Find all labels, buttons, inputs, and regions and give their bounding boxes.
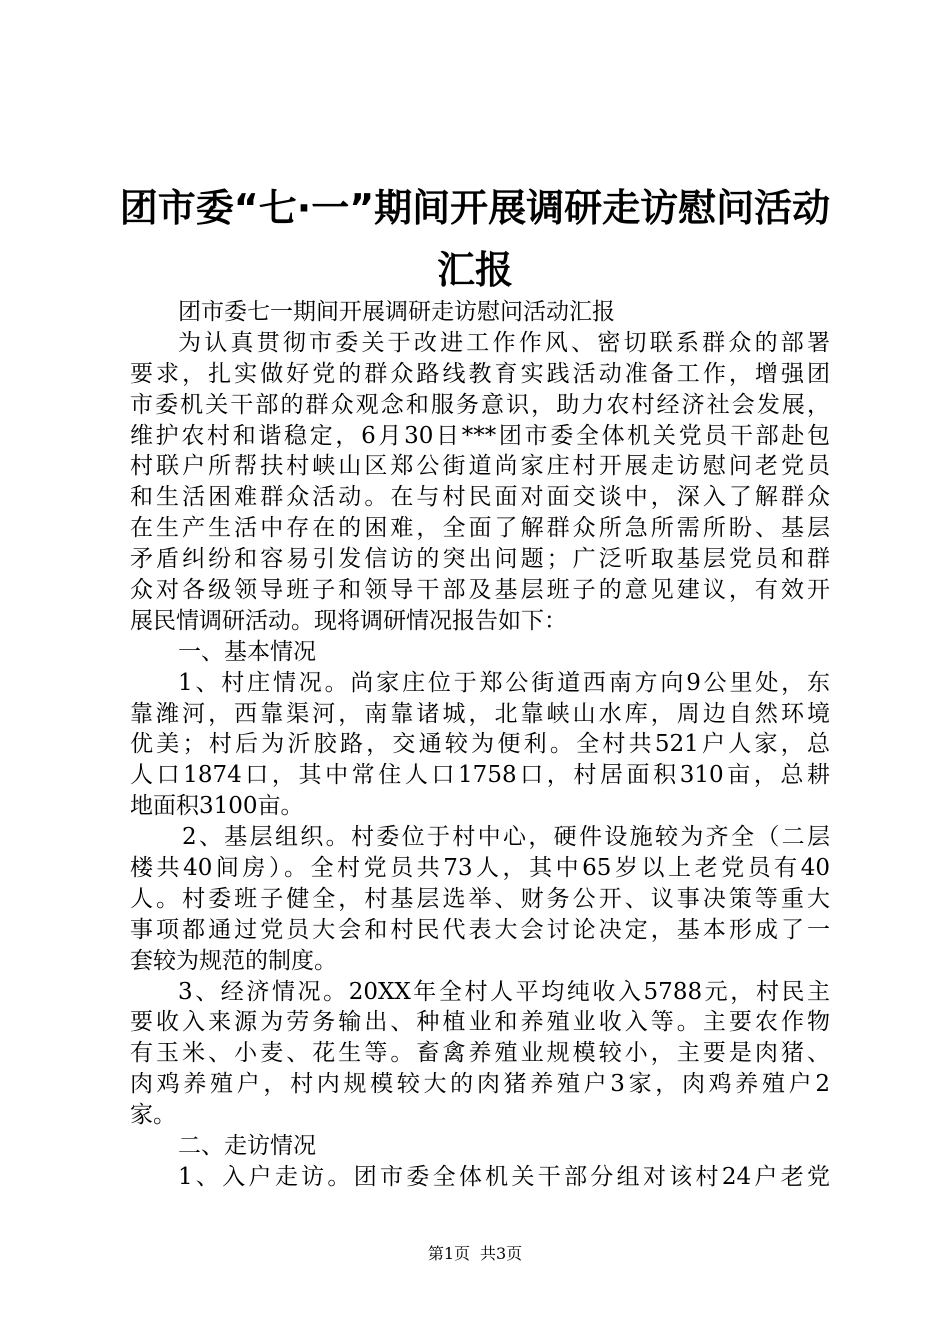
paragraph-line: 村联户所帮扶村峡山区郑公街道尚家庄村开展走访慰问老党员 (130, 453, 830, 480)
paragraph-line: 家。 (130, 1102, 176, 1129)
paragraph-line: 为认真贯彻市委关于改进工作作风、密切联系群众的部署 (178, 329, 830, 356)
document-subtitle: 团市委七一期间开展调研走访慰问活动汇报 (178, 299, 615, 325)
paragraph-line: 众对各级领导班子和领导干部及基层班子的意见建议，有效开 (130, 577, 830, 604)
paragraph-line: 3、经济情况。20XX年全村人平均纯收入5788元，村民主 (178, 978, 830, 1005)
paragraph-line: 优美；村后为沂胶路，交通较为便利。全村共521户人家，总 (130, 731, 830, 758)
section-heading-basic: 一、基本情况 (178, 638, 316, 665)
paragraph-line: 地面积3100亩。 (130, 793, 304, 820)
paragraph-organization (130, 822, 830, 976)
paragraph-line: 矛盾纠纷和容易引发信访的突出问题；广泛听取基层党员和群 (130, 546, 830, 573)
page-total: 共3页 (480, 1244, 523, 1263)
paragraph-line: 和生活困难群众活动。在与村民面对面交谈中，深入了解群众 (130, 484, 830, 511)
paragraph-line: 人口1874口，其中常住人口1758口，村居面积310亩，总耕 (130, 762, 830, 789)
paragraph-line: 楼共40间房）。全村党员共73人，其中65岁以上老党员有40 (130, 855, 830, 882)
page-footer (0, 1244, 950, 1264)
paragraph-line: 靠潍河，西靠渠河，南靠诸城，北靠峡山水库，周边自然环境 (130, 700, 830, 727)
paragraph-line: 1、村庄情况。尚家庄位于郑公街道西南方向9公里处，东 (178, 669, 830, 696)
paragraph-economy (130, 977, 830, 1131)
paragraph-visits (130, 1162, 830, 1193)
paragraph-line: 有玉米、小麦、花生等。畜禽养殖业规模较小，主要是肉猪、 (130, 1040, 830, 1067)
paragraph-line: 在生产生活中存在的困难，全面了解群众所急所需所盼、基层 (130, 515, 830, 542)
paragraph-line: 套较为规范的制度。 (130, 947, 337, 974)
paragraph-village (130, 668, 830, 822)
paragraph-line: 展民情调研活动。现将调研情况报告如下： (130, 607, 567, 634)
paragraph-intro (130, 328, 830, 637)
document-body (130, 297, 830, 1193)
paragraph-line: 人。村委班子健全，村基层选举、财务公开、议事决策等重大 (130, 885, 830, 912)
paragraph-line: 维护农村和谐稳定，6月30日***团市委全体机关党员干部赴包 (130, 422, 830, 449)
page-number: 第1页 (427, 1244, 470, 1263)
paragraph-line: 1、入户走访。团市委全体机关干部分组对该村24户老党 (178, 1163, 830, 1190)
paragraph-line: 要收入来源为劳务输出、种植业和养殖业收入等。主要农作物 (130, 1009, 830, 1036)
paragraph-line: 要求，扎实做好党的群众路线教育实践活动准备工作，增强团 (130, 360, 830, 387)
document-title-line-1: 团市委“七·一”期间开展调研走访慰问活动 (119, 186, 831, 230)
paragraph-line: 市委机关干部的群众观念和服务意识，助力农村经济社会发展， (130, 391, 830, 418)
document-title-line-2: 汇报 (436, 248, 513, 292)
section-heading-visits: 二、走访情况 (178, 1133, 316, 1160)
paragraph-line: 2、基层组织。村委位于村中心，硬件设施较为齐全（二层 (182, 824, 830, 851)
paragraph-line: 事项都通过党员大会和村民代表大会讨论决定，基本形成了一 (130, 916, 830, 943)
paragraph-line: 肉鸡养殖户，村内规模较大的肉猪养殖户3家，肉鸡养殖户2 (130, 1071, 830, 1098)
